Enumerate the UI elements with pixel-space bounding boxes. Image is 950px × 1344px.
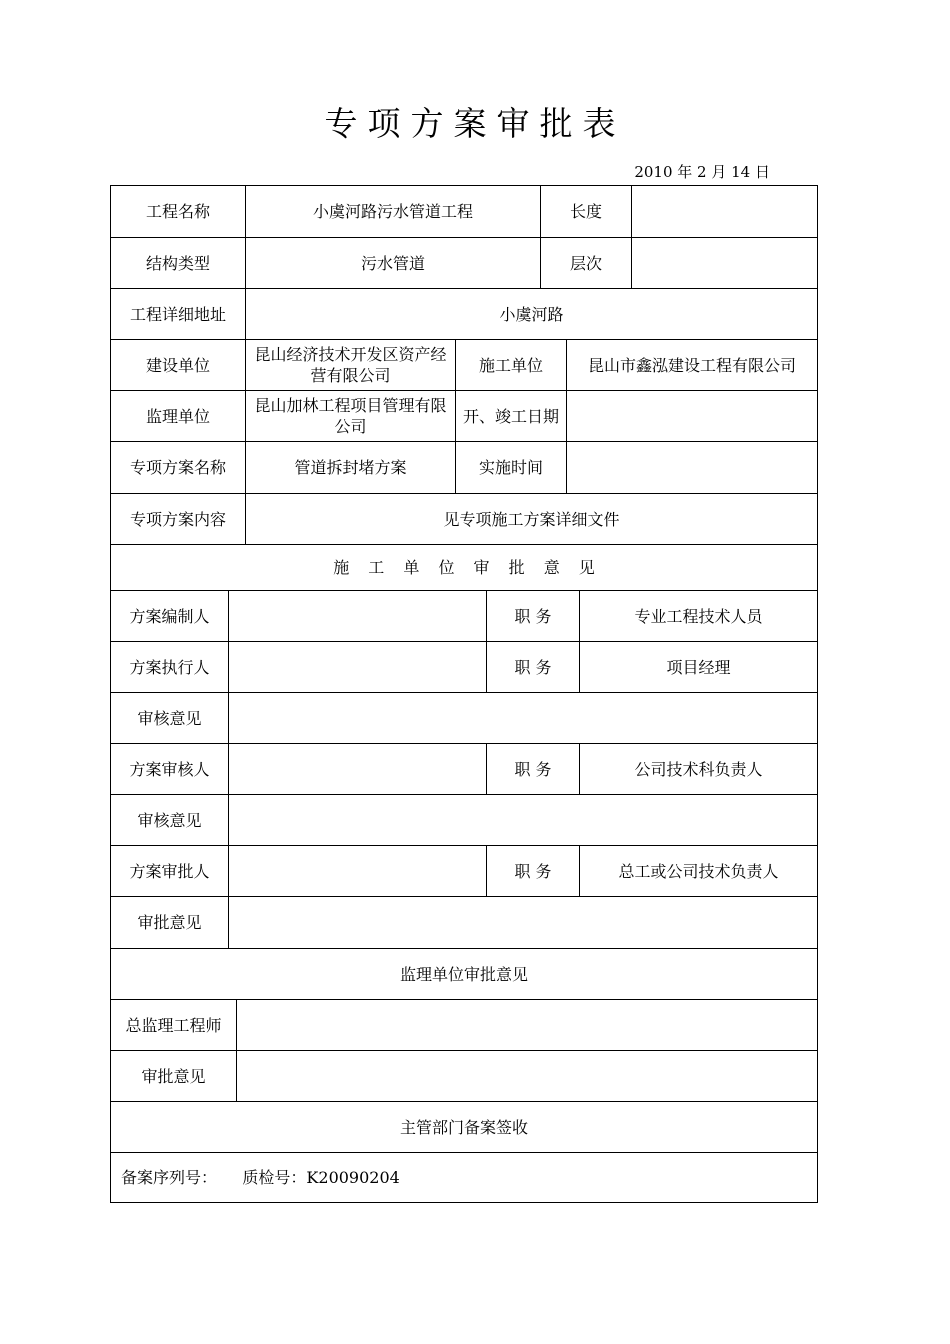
reviewer-label: 方案审核人 bbox=[129, 759, 210, 779]
row-compiler bbox=[111, 590, 817, 641]
address-value: 小虞河路 bbox=[245, 289, 817, 339]
structure-type-label: 结构类型 bbox=[145, 253, 210, 273]
supervisor-label: 监理单位 bbox=[145, 406, 210, 426]
contractor-label: 施工单位 bbox=[455, 340, 566, 390]
row-reviewer bbox=[111, 743, 817, 794]
review-opinion-label-2: 审核意见 bbox=[137, 810, 202, 830]
reviewer-duty-value: 公司技术科负责人 bbox=[579, 744, 817, 794]
approval-opinion-label-1: 审批意见 bbox=[137, 913, 202, 932]
plan-content-label: 专项方案内容 bbox=[129, 509, 226, 529]
row-review-opinion-1 bbox=[111, 692, 817, 743]
approval-opinion-value-1 bbox=[228, 897, 817, 948]
row-approver bbox=[111, 845, 817, 896]
row-filing-info bbox=[111, 1152, 817, 1202]
executor-value bbox=[228, 642, 486, 692]
row-plan-name bbox=[111, 441, 817, 493]
structure-type-value: 污水管道 bbox=[245, 238, 540, 288]
compiler-value bbox=[228, 591, 486, 641]
executor-label: 方案执行人 bbox=[129, 657, 210, 677]
reviewer-duty-label: 职 务 bbox=[486, 744, 579, 794]
review-opinion-value-2 bbox=[228, 795, 817, 845]
row-supervisor bbox=[111, 390, 817, 441]
builder-label: 建设单位 bbox=[145, 355, 210, 375]
project-name-label: 工程名称 bbox=[145, 202, 210, 221]
row-section-construction bbox=[111, 544, 817, 590]
executor-duty-label: 职 务 bbox=[486, 642, 579, 692]
review-opinion-label-1: 审核意见 bbox=[137, 708, 202, 728]
chief-engineer-label: 总监理工程师 bbox=[125, 1015, 222, 1035]
compiler-label: 方案编制人 bbox=[129, 606, 210, 626]
plan-name-label: 专项方案名称 bbox=[129, 458, 226, 477]
form-title: 专项方案审批表 bbox=[324, 104, 626, 143]
level-label: 层次 bbox=[540, 238, 631, 288]
implement-time-value bbox=[566, 442, 817, 493]
dates-label: 开、竣工日期 bbox=[455, 391, 566, 441]
plan-name-value: 管道拆封堵方案 bbox=[245, 442, 455, 493]
section-construction-heading: 施 工 单 位 审 批 意 见 bbox=[333, 558, 595, 577]
chief-engineer-value bbox=[236, 1000, 817, 1050]
compiler-duty-value: 专业工程技术人员 bbox=[579, 591, 817, 641]
row-builder bbox=[111, 339, 817, 390]
approver-value bbox=[228, 846, 486, 896]
level-value bbox=[631, 238, 817, 288]
compiler-duty-label: 职 务 bbox=[486, 591, 579, 641]
review-opinion-value-1 bbox=[228, 693, 817, 743]
length-label: 长度 bbox=[540, 186, 631, 237]
builder-value: 昆山经济技术开发区资产经营有限公司 bbox=[245, 340, 455, 390]
contractor-value: 昆山市鑫泓建设工程有限公司 bbox=[566, 340, 817, 390]
row-structure-type bbox=[111, 237, 817, 288]
dates-value bbox=[566, 391, 817, 441]
row-project-name bbox=[111, 186, 817, 237]
row-review-opinion-2 bbox=[111, 794, 817, 845]
approver-duty-label: 职 务 bbox=[486, 846, 579, 896]
row-plan-content bbox=[111, 493, 817, 544]
address-label: 工程详细地址 bbox=[129, 304, 226, 324]
row-executor bbox=[111, 641, 817, 692]
row-section-filing bbox=[111, 1101, 817, 1152]
row-section-supervision bbox=[111, 948, 817, 999]
row-address bbox=[111, 288, 817, 339]
approval-opinion-label-2: 审批意见 bbox=[141, 1066, 206, 1086]
plan-content-value: 见专项施工方案详细文件 bbox=[245, 494, 817, 544]
approval-table bbox=[110, 185, 818, 1203]
approval-opinion-value-2 bbox=[236, 1051, 817, 1101]
approver-duty-value: 总工或公司技术负责人 bbox=[579, 846, 817, 896]
row-approval-opinion-2 bbox=[111, 1050, 817, 1101]
project-name-value: 小虞河路污水管道工程 bbox=[245, 186, 540, 237]
approver-label: 方案审批人 bbox=[129, 861, 210, 881]
section-filing-heading: 主管部门备案签收 bbox=[399, 1117, 528, 1137]
implement-time-label: 实施时间 bbox=[455, 442, 566, 493]
form-date: 2010 年 2 月 14 日 bbox=[634, 163, 770, 181]
row-approval-opinion-1 bbox=[111, 896, 817, 948]
executor-duty-value: 项目经理 bbox=[579, 642, 817, 692]
supervisor-value: 昆山加林工程项目管理有限公司 bbox=[245, 391, 455, 441]
reviewer-value bbox=[228, 744, 486, 794]
filing-info: 备案序列号： 质检号：K20090204 bbox=[121, 1168, 400, 1187]
length-value bbox=[631, 186, 817, 237]
row-chief-engineer bbox=[111, 999, 817, 1050]
section-supervision-heading: 监理单位审批意见 bbox=[399, 964, 528, 984]
